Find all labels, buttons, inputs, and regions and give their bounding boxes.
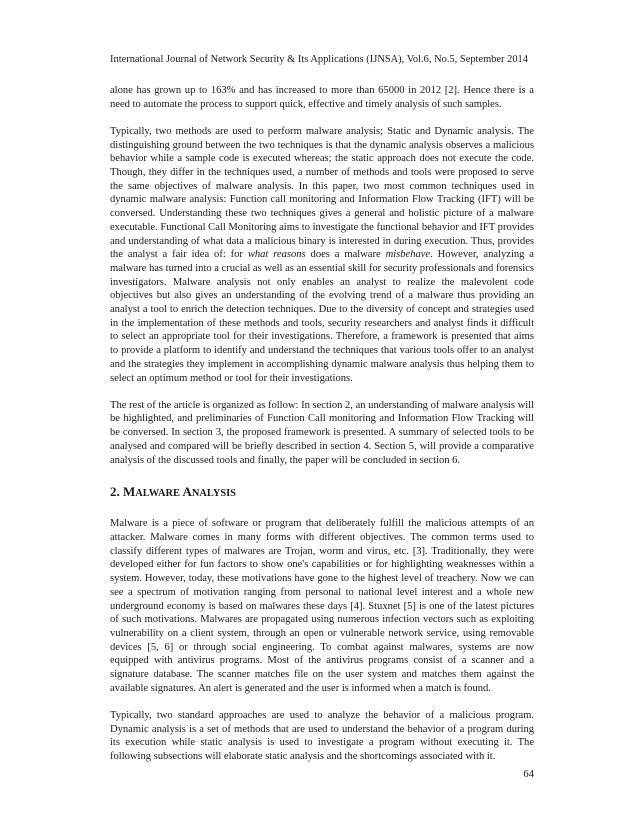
section-number: 2. xyxy=(110,484,120,500)
paragraph-malware-definition: Malware is a piece of software or program that deliberately fulfill the malicious attempts of an attacker. Malware comes in many forms with different objectives. The common terms used to classify different types of malwares are Trojan, worm and virus, etc. [3]. Traditionally, they were developed either for fun factors to show one's capabilities or for highlighting weaknesses within a system. However, today, these motivations have gone to the highest level of treachery. Now we can see a spectrum of motivation ranging from personal to national level interest and a whole new underground economy is based on malwares these days [4]. Stuxnet [5] is one of the latest pictures of such motivations. Malwares are propagated using numerous infection vectors such as exploiting vulnerability on a client system, through an open or vulnerable network service, using removable devices [5, 6] or through social engineering. To combat against malwares, systems are now equipped with antivirus programs. Most of the antivirus programs consist of a scanner and a signature database. The scanner matches file on the user system and matches them against the available signatures. An alert is generated and the user is informed when a match is found. xyxy=(110,518,534,694)
paragraph-standard-approaches: Typically, two standard approaches are used to analyze the behavior of a malicious program. Dynamic analysis is a set of methods that are used to understand the behavior of a program during its execution while static analysis is used to investigate a program without executing it. The following subsections will elaborate static analysis and the shortcomings associated with it. xyxy=(110,709,534,763)
paragraph-article-organization: The rest of the article is organized as follow: In section 2, an understanding of malware analysis will be highlighted, and preliminaries of Function Call monitoring and Information Flow Tracking will be conversed. In section 3, the proposed framework is presented. A summary of selected tools to be analysed and compared will be briefly described in section 4. Section 5, will provide a comparative analysis of the discussed tools and finally, the paper will be concluded in section 6. xyxy=(110,399,534,466)
section-heading xyxy=(110,484,534,502)
paragraph-text-part: . However, analyzing a malware has turned into a crucial as well as an essential skill for security professionals and forensics investigators. Malware analysis not only enables an analyst to realize the malevolent code objectives but also gives an understanding of the evolving trend of a malware thus providing an analyst a tool to enrich the detection techniques. Due to the diversity of concept and strategies used in the implementation of these methods and tools, security researchers and analyst finds it difficult to select an appropriate tool for their investigations. Therefore, a framework is presented that aims to provide a platform to identify and understand the techniques that various tools offer to an analyst and the strategies they implement in accomplishing dynamic malware analysis thus helping them to select an optimum method or tool for their investigations. xyxy=(110,249,534,384)
paragraph-continuation: alone has grown up to 163% and has increased to more than 65000 in 2012 [2]. Hence there is a need to automate the process to support quick, effective and timely analysis of such samples. xyxy=(110,85,534,110)
emphasis-what-reasons: what reasons xyxy=(247,249,306,261)
section-title-initial: A xyxy=(182,484,192,500)
section-title-smallcaps: NALYSIS xyxy=(191,488,236,500)
paragraph-text-part: Typically, two methods are used to perform malware analysis; Static and Dynamic analysis. The distinguishing ground between the two techniques is that the dynamic analysis observes a malicious behavior while a sample code is executed whereas; the static approach does not execute the code. Though, they differ in the techniques used, a number of methods and tools were proposed to serve the same objectives of malware analysis. In this paper, two most common techniques used in dynamic malware analysis: Function call monitoring and Information Flow Tracking (IFT) will be conversed. Understanding these two techniques gives a general and holistic picture of a malware executable. Functional Call Monitoring aims to investigate the functional behavior and IFT provides and understanding of what data a malicious binary is interested in during execution. Thus, provides the analyst a fair idea of: for xyxy=(110,125,534,261)
running-header: International Journal of Network Security & Its Applications (IJNSA), Vol.6, No.5, September 2014 xyxy=(110,54,528,65)
page-number: 64 xyxy=(523,769,534,780)
body-text xyxy=(110,84,534,764)
section-title-initial: M xyxy=(123,484,136,500)
section-title-smallcaps: ALWARE xyxy=(135,488,180,500)
paragraph-text-part: does a malware xyxy=(305,249,386,261)
paragraph-analysis-methods xyxy=(110,125,534,385)
emphasis-misbehave: misbehave xyxy=(385,249,431,261)
